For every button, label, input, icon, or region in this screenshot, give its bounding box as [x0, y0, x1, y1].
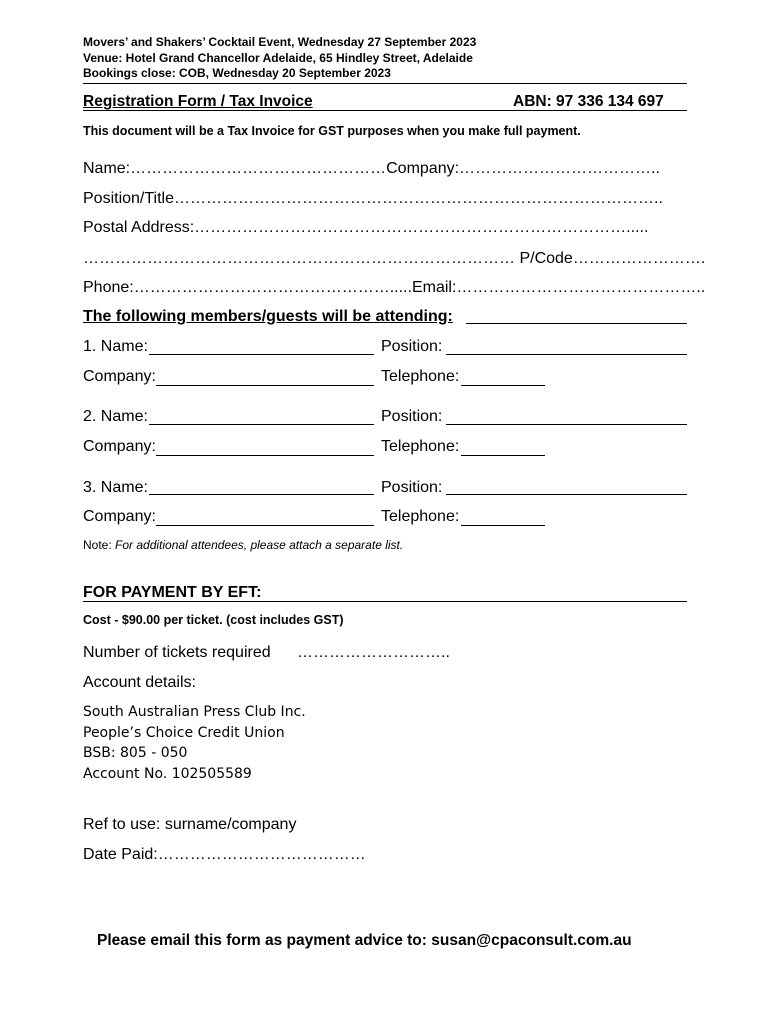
header-divider [83, 83, 687, 84]
tickets-required-label: Number of tickets required [83, 644, 271, 661]
bsb-number: BSB: 805 - 050 [83, 745, 188, 761]
attendee-3-company-input[interactable] [156, 525, 374, 526]
attendee-2-telephone-input[interactable] [461, 455, 545, 456]
attendee-3-name-input[interactable] [149, 494, 374, 495]
attendee-1-position-label: Position: [381, 338, 443, 355]
reference-instruction: Ref to use: surname/company [83, 816, 297, 833]
gst-note: This document will be a Tax Invoice for GST purposes when you make full payment. [83, 124, 581, 138]
bookings-close: Bookings close: COB, Wednesday 20 September 2023 [83, 66, 391, 80]
account-name: South Australian Press Club Inc. [83, 704, 306, 720]
attendee-3-name-label: 3. Name: [83, 479, 148, 496]
attendee-3-company-label: Company: [83, 508, 156, 525]
note-text: For additional attendees, please attach a separate list. [115, 538, 404, 552]
additional-attendees-note [83, 538, 403, 552]
attendee-2-position-input[interactable] [446, 424, 687, 425]
attendee-1-name-input[interactable] [149, 354, 374, 355]
abn-number: ABN: 97 336 134 697 [513, 93, 664, 110]
title-underline [83, 110, 687, 111]
attendee-2-position-label: Position: [381, 408, 443, 425]
position-title-field[interactable]: Position/Title……………………………………………………………………………….. [83, 190, 663, 207]
attendee-2-name-label: 2. Name: [83, 408, 148, 425]
form-title: Registration Form / Tax Invoice [83, 93, 313, 110]
attendee-3-telephone-input[interactable] [461, 525, 545, 526]
attendee-2-telephone-label: Telephone: [381, 438, 460, 455]
event-title: Movers’ and Shakers’ Cocktail Event, Wednesday 27 September 2023 [83, 35, 477, 49]
note-prefix: Note: [83, 538, 116, 552]
attendee-1-company-label: Company: [83, 368, 156, 385]
payment-heading-rule [83, 601, 687, 602]
attendee-1-position-input[interactable] [446, 354, 687, 355]
attendee-1-name-label: 1. Name: [83, 338, 148, 355]
attendee-3-position-input[interactable] [446, 494, 687, 495]
attendee-3-position-label: Position: [381, 479, 443, 496]
ticket-cost: Cost - $90.00 per ticket. (cost includes GST) [83, 613, 344, 627]
email-instruction: Please email this form as payment advice to: susan@cpaconsult.com.au [97, 932, 632, 949]
postal-address-field[interactable]: Postal Address:………………………………………………………………………..... [83, 219, 649, 236]
postal-code-field[interactable]: ……………………………………………………………………… P/Code……………………. [83, 250, 706, 267]
attendee-1-telephone-input[interactable] [461, 385, 545, 386]
name-company-field[interactable]: Name:…………………………………………Company:……………………………….. [83, 160, 660, 177]
attendee-2-name-input[interactable] [149, 424, 374, 425]
bank-name: People’s Choice Credit Union [83, 725, 285, 741]
event-venue: Venue: Hotel Grand Chancellor Adelaide, 65 Hindley Street, Adelaide [83, 51, 473, 65]
account-details-label: Account details: [83, 674, 196, 691]
account-number: Account No. 102505589 [83, 766, 252, 782]
attendee-1-telephone-label: Telephone: [381, 368, 460, 385]
attendees-heading: The following members/guests will be attending: [83, 308, 453, 325]
date-paid-field[interactable]: Date Paid:………………………………… [83, 846, 366, 863]
tickets-required-field[interactable]: ……………………….. [297, 644, 450, 661]
attendee-2-company-input[interactable] [156, 455, 374, 456]
attendee-2-company-label: Company: [83, 438, 156, 455]
attendees-heading-rule [466, 323, 687, 324]
attendee-3-telephone-label: Telephone: [381, 508, 460, 525]
phone-email-field[interactable]: Phone:………………………………………….....Email:……………………………………….. [83, 279, 706, 296]
payment-heading: FOR PAYMENT BY EFT: [83, 584, 262, 601]
attendee-1-company-input[interactable] [156, 385, 374, 386]
